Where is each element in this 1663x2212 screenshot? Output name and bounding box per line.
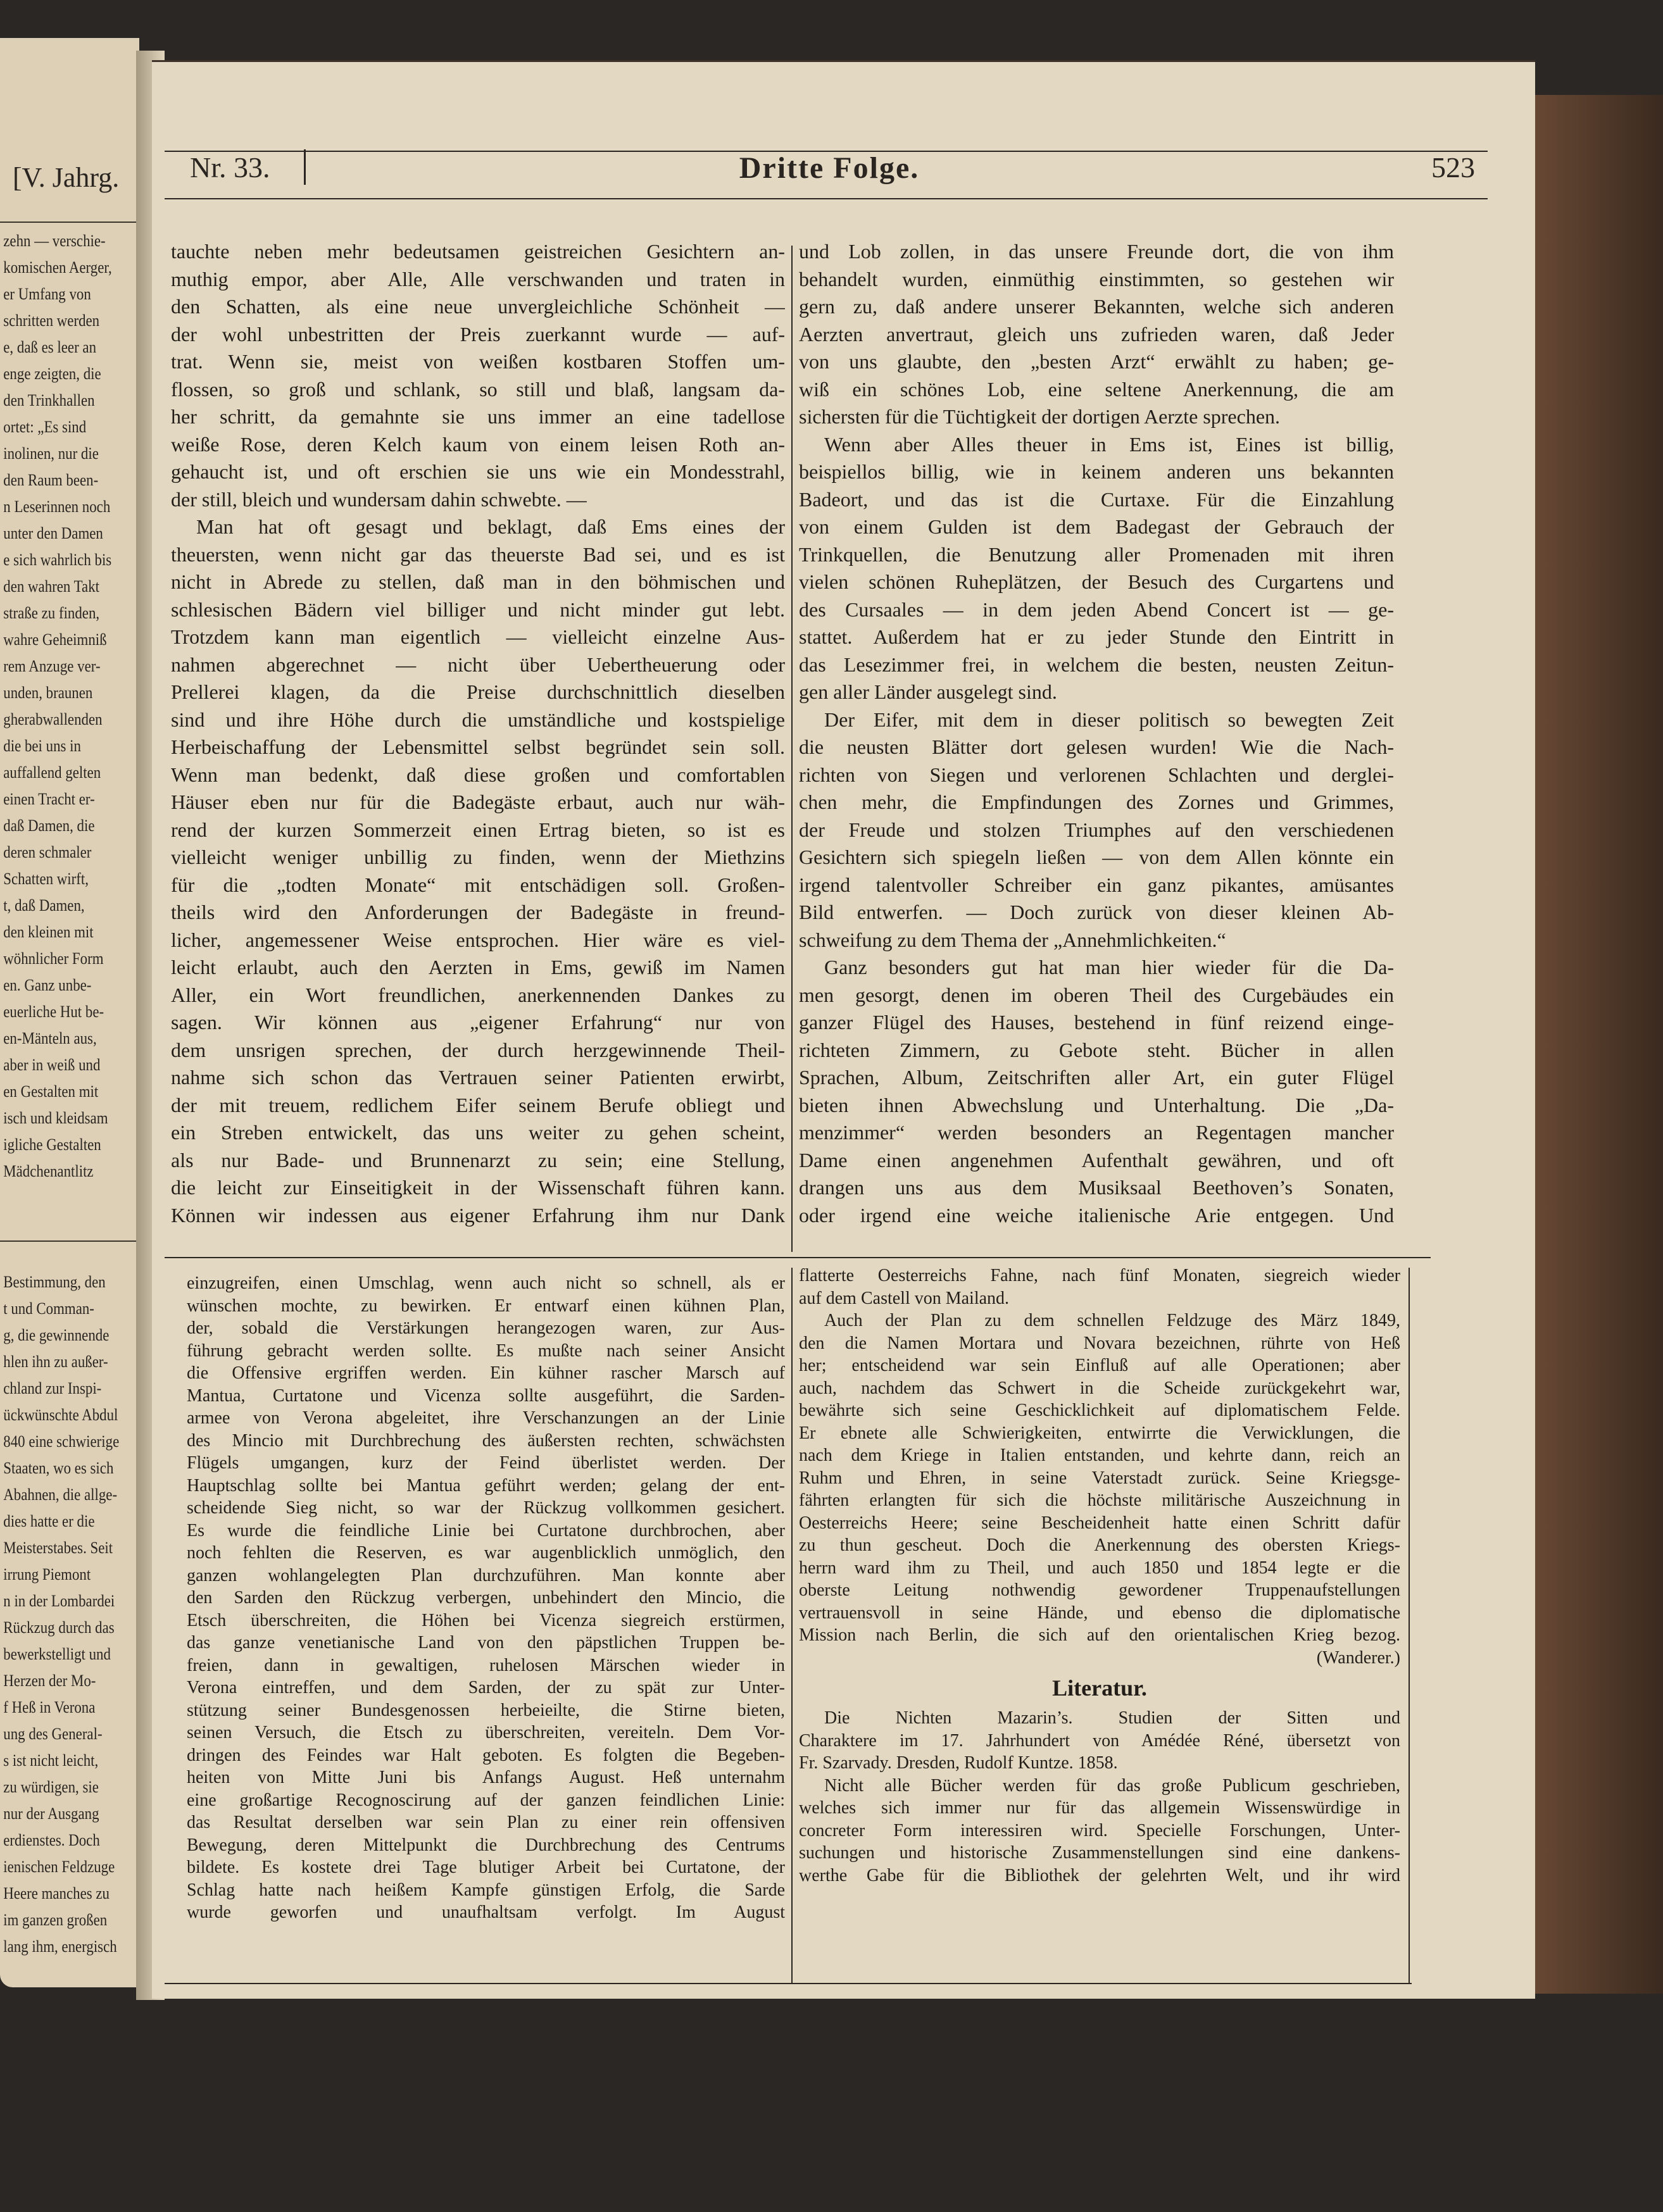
text-line: Er ebnete alle Schwierigkeiten, entwirrte die Verwicklungen, die: [799, 1423, 1400, 1443]
text-line: inolinen, nur die: [3, 444, 99, 463]
text-line: bewährte sich seine Geschicklichkeit auf diplomatischem Felde.: [799, 1401, 1400, 1420]
text-line: eine großartige Recognoscirung auf der ganzen feindlichen Linie:: [187, 1790, 785, 1810]
text-line: auf dem Castell von Mailand.: [799, 1288, 1010, 1308]
text-line: leicht erlaubt, auch den Aerzten in Ems, gewiß im Namen: [171, 956, 785, 978]
text-line: theils wird den Anforderungen der Badegäste in freund-: [171, 901, 785, 923]
text-line: den wahren Takt: [3, 577, 100, 596]
text-line: bewerkstelligt und: [3, 1645, 111, 1663]
text-line: gen aller Länder ausgelegt sind.: [799, 680, 1057, 703]
text-line: Abahnen, die allge-: [3, 1485, 118, 1504]
text-line: zehn — verschie-: [3, 232, 106, 250]
page-header: [171, 151, 1488, 195]
text-line: gern zu, daß andere unserer Bekannten, welche sich anderen: [799, 295, 1394, 318]
text-line: aber in weiß und: [3, 1056, 101, 1074]
text-line: Etsch überschreiten, die Höhen bei Vicenza siegreich erstürmen,: [187, 1610, 785, 1630]
text-line: ortet: „Es sind: [3, 418, 87, 436]
text-line: oberste Leitung nothwendig gewordener Truppenaufstellungen: [799, 1580, 1400, 1600]
text-line: Flügels umgangen, kurz der Feind überlistet werden. Der: [187, 1453, 785, 1473]
text-line: nur der Ausgang: [3, 1804, 99, 1823]
text-line: richten von Siegen und verlorenen Schlachten und derglei-: [799, 763, 1394, 786]
previous-page-fragment: [0, 38, 139, 1987]
text-line: Schatten wirft,: [3, 870, 89, 888]
text-line: auffallend gelten: [3, 763, 101, 782]
text-line: deren schmaler: [3, 843, 92, 861]
text-line: f Heß in Verona: [3, 1698, 96, 1716]
text-line: einen Tracht er-: [3, 790, 95, 808]
text-line: straße zu finden,: [3, 604, 100, 622]
text-line: Es wurde die feindliche Linie bei Curtatone durchbrochen, aber: [187, 1520, 785, 1540]
text-line: t, daß Damen,: [3, 896, 85, 915]
text-line: bildete. Es kostete drei Tage blutiger Arbeit bei Curtatone, der: [187, 1858, 785, 1877]
text-line: er Umfang von: [3, 285, 91, 303]
text-line: behandelt wurden, einmüthig einstimmten, so gestehen wir: [799, 267, 1394, 291]
text-line: gehaucht ist, und oft erschien sie uns wie ein Mondesstrahl,: [171, 460, 785, 483]
text-line: tauchte neben mehr bedeutsamen geistreichen Gesichtern an-: [171, 240, 785, 263]
text-line: zu thun gescheut. Doch die Anerkennung des obersten Kriegs-: [799, 1535, 1400, 1555]
text-line: unter den Damen: [3, 524, 103, 542]
text-line: Herbeischaffung der Lebensmittel selbst begründet sein soll.: [171, 735, 785, 758]
text-line: 840 eine schwierige: [3, 1432, 120, 1451]
text-line: weiße Rose, deren Kelch kaum von einem leisen Roth an-: [171, 432, 785, 456]
text-line: erdienstes. Doch: [3, 1831, 100, 1849]
text-line: dringen des Feindes war Halt geboten. Es folgten die Begeben-: [187, 1745, 785, 1765]
text-line: Bestimmung, den: [3, 1273, 106, 1291]
text-line: Staaten, wo es sich: [3, 1459, 114, 1477]
text-line: sagen. Wir können aus „eigener Erfahrung“ nur von: [171, 1011, 785, 1034]
text-line: sichersten für die Tüchtigkeit der dortigen Aerzte sprechen.: [799, 405, 1281, 428]
text-line: schritten werden: [3, 311, 100, 330]
text-line: Trotzdem kann man eigentlich — vielleicht einzelne Aus-: [171, 625, 785, 648]
text-line: auch, nachdem das Schwert in die Scheide zurückgekehrt war,: [799, 1378, 1400, 1398]
text-line: des Mincio mit Durchbrechung des äußersten rechten, schwächsten: [187, 1430, 785, 1451]
text-line: die Offensive ergriffen werden. Ein kühner rascher Marsch auf: [187, 1363, 785, 1383]
text-line: lang ihm, energisch: [3, 1937, 117, 1956]
text-line: Wenn aber Alles theuer in Ems ist, Eines ist billig,: [824, 432, 1394, 456]
text-line: en. Ganz unbe-: [3, 976, 92, 994]
text-line: den Raum been-: [3, 471, 99, 489]
text-line: führung gebracht werden sollte. Es mußte nach seiner Ansicht: [187, 1340, 785, 1361]
text-line: dem unsrigen sprechen, der durch herzgewinnende Theil-: [171, 1038, 785, 1061]
section-divider: [165, 1257, 1431, 1258]
text-line: der, sobald die Verstärkungen herangezogen waren, zur Aus-: [187, 1318, 785, 1338]
text-line: wahre Geheimniß: [3, 630, 107, 649]
text-line: licher, angemessener Weise entsprochen. Hier wäre es viel-: [171, 928, 785, 951]
text-line: bieten ihnen Abwechslung und Unterhaltung. Die „Da-: [799, 1093, 1394, 1116]
text-line: e sich wahrlich bis: [3, 551, 112, 569]
text-line: nahme sich schon das Vertrauen seiner Patienten erwirbt,: [171, 1066, 785, 1089]
text-line: von einem Gulden ist dem Badegast der Gebrauch der: [799, 515, 1394, 538]
text-line: daß Damen, die: [3, 816, 95, 835]
text-line: gherabwallenden: [3, 710, 103, 728]
text-line: das Lesezimmer frei, in welchem die besten, neusten Zeitun-: [799, 653, 1394, 676]
text-line: isch und kleidsam: [3, 1109, 108, 1127]
header-top-rule: [165, 151, 1488, 152]
text-line: euerliche Hut be-: [3, 1003, 104, 1021]
text-line: der wohl unbestritten der Preis zuerkannt wurde — auf-: [171, 322, 785, 346]
text-line: flossen, so groß und schlank, so still und blaß, langsam da-: [171, 377, 785, 401]
text-line: für die „todten Monate“ mit entschädigen soll. Großen-: [171, 873, 785, 896]
text-line: den Schatten, als eine neue unvergleichliche Schönheit —: [171, 295, 785, 318]
text-line: unden, braunen: [3, 684, 93, 702]
text-line: herrn ward ihm zu Theil, und auch 1850 und 1854 legte er die: [799, 1558, 1400, 1578]
lower-right-column: [799, 1265, 1400, 1992]
text-line: Badeort, und das ist die Curtaxe. Für die Einzahlung: [799, 487, 1394, 511]
text-line: muthig empor, aber Alle, Alle verschwanden und traten in: [171, 267, 785, 291]
text-line: rend der kurzen Sommerzeit einen Ertrag bieten, so ist es: [171, 818, 785, 841]
text-line: heiten von Mitte Juni bis Anfangs August. Heß unternahm: [187, 1768, 785, 1787]
text-line: Wenn man bedenkt, daß diese großen und comfortablen: [171, 763, 785, 786]
text-line: werthe Gabe für die Bibliothek der gelehrten Welt, und ihr wird: [799, 1865, 1400, 1885]
text-line: die neusten Blätter dort gelesen wurden! Wie die Nach-: [799, 735, 1394, 758]
text-line: das Resultat derselben war sein Plan zu einer rein offensiven: [187, 1813, 785, 1832]
text-line: rem Anzuge ver-: [3, 657, 101, 675]
text-line: Nicht alle Bücher werden für das große Publicum geschrieben,: [824, 1775, 1400, 1796]
text-line: Bewegung, deren Mittelpunkt die Durchbrechung des Centrums: [187, 1835, 785, 1855]
text-line: Mantua, Curtatone und Vicenza sollte ausgeführt, die Sarden-: [187, 1385, 785, 1406]
text-line: armee von Verona abgeleitet, ihre Verschanzungen an der Linie: [187, 1408, 785, 1428]
text-line: vielleicht weniger unbillig zu finden, wenn der Miethzins: [171, 846, 785, 868]
page-bottom-rule: [165, 1983, 1412, 1984]
literature-heading: Literatur.: [1052, 1675, 1147, 1701]
text-line: schlesischen Bädern viel billiger und nicht minder gut lebt.: [171, 597, 785, 621]
text-line: welches sich immer nur für das allgemein Wissenswürdige in: [799, 1798, 1400, 1818]
text-line: Man hat oft gesagt und beklagt, daß Ems eines der: [196, 515, 785, 538]
text-line: Mädchenantlitz: [3, 1162, 94, 1180]
text-line: g, die gewinnende: [3, 1326, 110, 1344]
text-line: n Leserinnen noch: [3, 497, 111, 516]
text-line: Herzen der Mo-: [3, 1671, 96, 1690]
text-line: vertrauensvoll in seine Hände, und ebenso die diplomatische: [799, 1603, 1400, 1623]
previous-page-lower-column: [0, 1269, 139, 1960]
text-line: die bei uns in: [3, 737, 81, 755]
text-line: Prellerei klagen, da die Preise durchschnittlich dieselben: [171, 680, 785, 703]
upper-right-column: [799, 238, 1394, 1276]
text-line: beispiellos billig, wie in keinem anderen uns bekannten: [799, 460, 1394, 483]
text-line: ganzer Flügel des Hauses, bestehend in fünf reizend einge-: [799, 1011, 1394, 1034]
text-line: irgend talentvoller Schreiber ein ganz pikantes, amüsantes: [799, 873, 1394, 896]
text-line: Aerzten anvertraut, gleich uns zufrieden waren, daß Jeder: [799, 322, 1394, 346]
text-line: igliche Gestalten: [3, 1135, 101, 1154]
text-line: als nur Bade- und Brunnenarzt zu sein; eine Stellung,: [171, 1148, 785, 1172]
text-line: drangen uns aus dem Musiksaal Beethoven’s Sonaten,: [799, 1176, 1394, 1199]
text-line: einzugreifen, einen Umschlag, wenn auch nicht so schnell, als er: [187, 1273, 785, 1293]
page-number: 523: [1431, 151, 1475, 184]
text-line: schweifung zu dem Thema der „Annehmlichkeiten.“: [799, 928, 1226, 951]
text-line: stattet. Außerdem hat er zu jeder Stunde den Eintritt in: [799, 625, 1394, 648]
source-attribution: (Wanderer.): [1316, 1647, 1400, 1668]
text-line: Bild entwerfen. — Doch zurück von dieser kleinen Ab-: [799, 901, 1394, 923]
page-right-rule: [1409, 1268, 1410, 1983]
text-line: Charaktere im 17. Jahrhundert von Amédée Réné, übersetzt von: [799, 1730, 1400, 1751]
text-line: der Freude und stolzen Triumphes auf den verschiedenen: [799, 818, 1394, 841]
text-line: Aller, ein Wort freundlichen, anerkennenden Dankes zu: [171, 983, 785, 1006]
text-line: nahmen abgerechnet — nicht über Uebertheuerung oder: [171, 653, 785, 676]
book-spine: [1526, 95, 1663, 1994]
page: [152, 60, 1535, 1999]
text-line: ung des General-: [3, 1725, 103, 1743]
text-line: en Gestalten mit: [3, 1082, 99, 1101]
lower-left-column: [187, 1272, 785, 1994]
text-line: scheidende Sieg nicht, so war der Rückzug vollkommen gesichert.: [187, 1498, 785, 1518]
text-line: des Cursaales — in dem jeden Abend Concert ist — ge-: [799, 597, 1394, 621]
text-line: der mit treuem, redlichem Eifer seinem Berufe obliegt und: [171, 1093, 785, 1116]
text-line: oder irgend eine weiche italienische Arie entgegen. Und: [799, 1203, 1394, 1227]
text-line: wöhnlicher Form: [3, 949, 104, 968]
text-line: fährten erlangten für sich die höchste militärische Auszeichnung in: [799, 1490, 1400, 1510]
text-line: Ganz besonders gut hat man hier wieder für die Da-: [824, 956, 1394, 978]
text-line: chen mehr, die Empfindungen des Zornes und Grimmes,: [799, 790, 1394, 813]
text-line: suchungen und historische Zusammenstellungen sind eine dankens-: [799, 1843, 1400, 1863]
previous-page-header: [V. Jahrg.: [13, 162, 120, 193]
text-line: der still, bleich und wundersam dahin schwebte. —: [171, 487, 587, 511]
text-line: Heere manches zu: [3, 1884, 110, 1903]
text-line: den kleinen mit: [3, 923, 94, 941]
text-line: menzimmer“ werden besonders an Regentagen mancher: [799, 1121, 1394, 1144]
text-line: n in der Lombardei: [3, 1592, 115, 1610]
text-line: Die Nichten Mazarin’s. Studien der Sitten und: [824, 1708, 1400, 1728]
text-line: wünschen mochte, zu bewirken. Er entwarf einen kühnen Plan,: [187, 1296, 785, 1316]
text-line: Hauptschlag sollte bei Mantua geführt werden; gelang der ent-: [187, 1475, 785, 1496]
text-line: noch fehlten die Reserven, es war augenblicklich unmöglich, den: [187, 1543, 785, 1563]
text-line: Dame einen angenehmen Aufenthalt gewähren, und oft: [799, 1148, 1394, 1172]
text-line: s ist nicht leicht,: [3, 1751, 99, 1770]
text-line: Häuser eben nur für die Badegäste erbaut, auch nur wäh-: [171, 790, 785, 813]
text-line: Fr. Szarvady. Dresden, Rudolf Kuntze. 1858.: [799, 1753, 1118, 1773]
text-line: im ganzen großen: [3, 1911, 108, 1929]
text-line: flatterte Oesterreichs Fahne, nach fünf Monaten, siegreich wieder: [799, 1266, 1400, 1285]
text-line: von uns glaubte, den „besten Arzt“ erwählt zu haben; ge-: [799, 350, 1394, 373]
text-line: Mission nach Berlin, die sich auf den orientalischen Krieg bezog.: [799, 1625, 1400, 1645]
text-line: concreter Form interessiren wird. Specielle Forschungen, Unter-: [799, 1820, 1400, 1840]
text-line: her; entscheidend war sein Einfluß auf alle Operationen; aber: [799, 1356, 1400, 1375]
text-line: theuersten, wenn nicht gar das theuerste Bad sei, und es ist: [171, 542, 785, 566]
text-line: Verona eintreffen, und dem Sarden, der zu spät zur Unter-: [187, 1678, 785, 1697]
text-line: nicht in Abrede zu stellen, daß man in den böhmischen und: [171, 570, 785, 593]
text-line: den Trinkhallen: [3, 391, 95, 409]
issue-number: Nr. 33.: [190, 151, 270, 184]
previous-page-section-rule: [0, 1240, 139, 1242]
text-line: das ganze venetianische Land von den päpstlichen Truppen be-: [187, 1633, 785, 1653]
upper-left-column: [171, 238, 785, 1276]
text-line: zu würdigen, sie: [3, 1778, 99, 1796]
text-line: und Lob zollen, in das unsere Freunde dort, die von ihm: [799, 240, 1394, 263]
text-line: Können wir indessen aus eigener Erfahrung ihm nur Dank: [171, 1203, 785, 1227]
text-line: Auch der Plan zu dem schnellen Feldzuge des März 1849,: [824, 1311, 1400, 1330]
text-line: den Sarden den Rückzug verbergen, unbehindert den Mincio, die: [187, 1588, 785, 1608]
text-line: Oesterreichs Heere; seine Bescheidenheit hatte einen Schritt dafür: [799, 1513, 1400, 1533]
text-line: Ruhm und Ehren, in seine Vaterstadt zurück. Seine Kriegsge-: [799, 1468, 1400, 1488]
text-line: vielen schönen Ruheplätzen, der Besuch des Curgartens und: [799, 570, 1394, 593]
text-line: sind und ihre Höhe durch die umständliche und kostspielige: [171, 708, 785, 731]
text-line: Meisterstabes. Seit: [3, 1539, 113, 1557]
text-line: ienischen Feldzuge: [3, 1858, 115, 1876]
text-line: chland zur Inspi-: [3, 1379, 102, 1397]
text-line: seinen Versuch, die Etsch zu überschreiten, vereiteln. Dem Vor-: [187, 1723, 785, 1742]
text-line: die leicht zur Einseitigkeit in der Wissenschaft führen kann.: [171, 1176, 785, 1199]
text-line: men gesorgt, denen im oberen Theil des Curgebäudes ein: [799, 983, 1394, 1006]
previous-page-header-rule: [0, 222, 139, 223]
header-bottom-rule: [165, 198, 1488, 199]
text-line: ganzen wohlangelegten Plan durchzuführen. Man konnte aber: [187, 1565, 785, 1585]
article-conclusion: [799, 1265, 1400, 1647]
text-line: wiß ein schönes Lob, eine seltene Anerkennung, die am: [799, 377, 1394, 401]
text-line: hlen ihn zu außer-: [3, 1353, 108, 1371]
text-line: stützung seiner Bundesgenossen herbeieilte, die Stirne bieten,: [187, 1700, 785, 1720]
text-line: enge zeigten, die: [3, 365, 101, 383]
text-line: komischen Aerger,: [3, 258, 112, 277]
text-line: en-Mänteln aus,: [3, 1029, 97, 1047]
text-line: irrung Piemont: [3, 1565, 91, 1584]
literature-review: [799, 1707, 1400, 1887]
text-line: Schlag hatte nach heißem Kampfe günstigen Erfolg, die Sarde: [187, 1880, 785, 1900]
text-line: richteten Zimmern, zu Gebote steht. Bücher in allen: [799, 1038, 1394, 1061]
previous-page-upper-column: [0, 228, 139, 1185]
lower-column-rule: [791, 1268, 793, 1983]
text-line: nach dem Kriege in Italien entstanden, und kehrte dann, reich an: [799, 1446, 1400, 1465]
text-line: e, daß es leer an: [3, 338, 97, 356]
text-line: Trinkquellen, die Benutzung aller Promenaden mit ihren: [799, 542, 1394, 566]
upper-column-rule: [791, 246, 793, 1252]
text-line: wurde geworfen und unaufhaltsam verfolgt. Im August: [187, 1903, 785, 1922]
text-line: Der Eifer, mit dem in dieser politisch so bewegten Zeit: [824, 708, 1394, 731]
text-line: trat. Wenn sie, meist von weißen kostbaren Stoffen um-: [171, 350, 785, 373]
text-line: her schritt, da gemahnte sie uns immer an eine tadellose: [171, 405, 785, 428]
text-line: ein Streben entwickelt, das uns weiter zu gehen scheint,: [171, 1121, 785, 1144]
text-line: Gesichtern sich spiegeln ließen — von dem Allen könnte ein: [799, 846, 1394, 868]
text-line: t und Comman-: [3, 1299, 94, 1318]
text-line: dies hatte er die: [3, 1512, 95, 1530]
series-title: Dritte Folge.: [739, 151, 920, 185]
text-line: freien, dann in gewaltigen, ruhelosen Märschen wieder in: [187, 1655, 785, 1675]
text-line: Rückzug durch das: [3, 1618, 115, 1637]
text-line: den die Namen Mortara und Novara bezeichnen, rührte von Heß: [799, 1333, 1400, 1353]
text-line: ückwünschte Abdul: [3, 1406, 118, 1424]
text-line: Sprachen, Album, Zeitschriften aller Art, ein guter Flügel: [799, 1066, 1394, 1089]
